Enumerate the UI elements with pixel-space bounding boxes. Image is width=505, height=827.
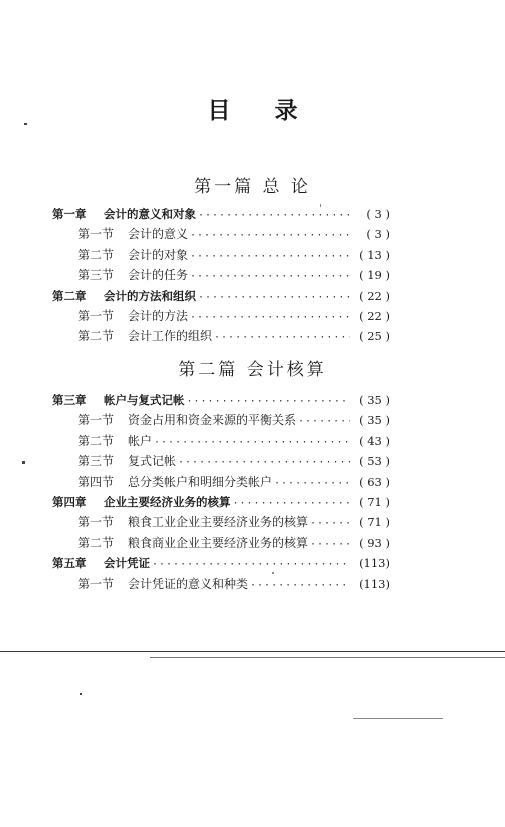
entry-number: 第二章: [52, 288, 87, 303]
entry-number: 第五章: [52, 556, 87, 571]
entry-title: 帐户: [128, 433, 153, 448]
entry-page: ( 93 ): [359, 535, 390, 550]
entry-page: ( 13 ): [359, 247, 390, 262]
entry-title: 会计的方法和组织: [104, 288, 196, 303]
entry-title: 粮食工业企业主要经济业务的核算: [128, 515, 309, 530]
scan-rule-line: [353, 718, 443, 719]
dot-leader: [310, 535, 350, 555]
entry-page: ( 35 ): [359, 393, 390, 407]
entry-number: 第四章: [52, 494, 87, 509]
dot-leader: [190, 308, 350, 328]
entry-number: 第二节: [78, 433, 115, 448]
entry-number: 第一节: [78, 227, 115, 242]
entry-page: ( 63 ): [359, 474, 390, 489]
entry-number: 第一节: [78, 413, 115, 428]
entry-number: 第一节: [78, 576, 115, 591]
entry-title: 复式记帐: [128, 454, 177, 469]
toc-entry-section[interactable]: [52, 512, 390, 532]
entry-number: 第一章: [52, 207, 87, 221]
entry-title: 会计的意义: [128, 227, 189, 242]
toc-entry-chapter-2[interactable]: [52, 286, 390, 306]
entry-number: 第三节: [78, 454, 115, 469]
entry-title: 会计的意义和对象: [104, 207, 196, 221]
entry-page: ( 25 ): [359, 329, 390, 344]
dot-leader: [154, 433, 350, 453]
entry-page: ( 3 ): [366, 207, 390, 221]
toc-entry-chapter-3[interactable]: [52, 390, 390, 410]
page-title: 目 录: [207, 97, 316, 124]
toc-entry-section[interactable]: [52, 245, 390, 265]
entry-page: ( 43 ): [359, 433, 390, 448]
dot-leader: [190, 226, 350, 246]
entry-page: ( 22 ): [359, 288, 390, 303]
toc-entry-section[interactable]: [52, 574, 390, 594]
entry-page: ( 3 ): [366, 227, 390, 242]
dot-leader: [310, 514, 350, 534]
entry-page: ( 71 ): [359, 515, 390, 530]
part-heading-1: 第一篇 总 论: [194, 177, 311, 197]
scan-rule-line: [0, 651, 505, 652]
scan-speck: [320, 204, 321, 207]
dot-leader: [190, 267, 350, 287]
entry-number: 第三章: [52, 393, 87, 407]
dot-leader: [190, 247, 350, 267]
scan-speck: [22, 461, 25, 464]
entry-number: 第二节: [78, 535, 115, 550]
entry-title: 会计的对象: [128, 247, 189, 262]
scan-speck: [272, 572, 274, 574]
entry-number: 第二节: [78, 247, 115, 262]
dot-leader: [152, 555, 350, 575]
toc-entry-section[interactable]: [52, 410, 390, 430]
scan-speck: [80, 693, 82, 695]
toc-entry-section[interactable]: [52, 451, 390, 471]
entry-number: 第二节: [78, 329, 115, 344]
toc-part-1: [52, 204, 390, 347]
dot-leader: [233, 494, 351, 514]
scan-speck: [24, 123, 27, 125]
dot-leader: [178, 453, 350, 473]
toc-entry-section[interactable]: [52, 224, 390, 244]
entry-page: ( 71 ): [359, 494, 390, 509]
part-heading-2: 第二篇 会计核算: [178, 360, 327, 380]
dot-leader: [214, 328, 350, 348]
toc-entry-chapter-1[interactable]: [52, 204, 390, 224]
dot-leader: [274, 474, 350, 494]
dot-leader: [298, 412, 350, 432]
entry-number: 第三节: [78, 268, 115, 283]
entry-title: 会计凭证的意义和种类: [128, 576, 249, 591]
entry-page: ( 35 ): [359, 413, 390, 428]
toc-part-2: [52, 390, 390, 594]
toc-entry-section[interactable]: [52, 306, 390, 326]
entry-title: 企业主要经济业务的核算: [104, 494, 231, 509]
entry-page: ( 19 ): [359, 268, 390, 283]
entry-title: 会计凭证: [104, 556, 150, 571]
entry-number: 第一节: [78, 515, 115, 530]
toc-entry-section[interactable]: [52, 326, 390, 346]
entry-number: 第一节: [78, 308, 115, 323]
toc-entry-section[interactable]: [52, 265, 390, 285]
entry-title: 会计的方法: [128, 308, 189, 323]
entry-page: ( 53 ): [359, 454, 390, 469]
dot-leader: [250, 576, 350, 596]
scan-rule-line: [150, 657, 505, 658]
entry-title: 粮食商业企业主要经济业务的核算: [128, 535, 309, 550]
toc-entry-chapter-5[interactable]: [52, 553, 390, 573]
entry-number: 第四节: [78, 474, 115, 489]
entry-page: (113): [359, 576, 390, 591]
entry-page: ( 22 ): [359, 308, 390, 323]
dot-leader: [198, 206, 350, 226]
toc-entry-section[interactable]: [52, 431, 390, 451]
entry-title: 帐户与复式记帐: [104, 393, 185, 407]
dot-leader: [198, 288, 350, 308]
entry-title: 会计工作的组织: [128, 329, 213, 344]
entry-title: 总分类帐户和明细分类帐户: [128, 474, 273, 489]
toc-entry-section[interactable]: [52, 472, 390, 492]
entry-title: 会计的任务: [128, 268, 189, 283]
toc-entry-section[interactable]: [52, 533, 390, 553]
toc-entry-chapter-4[interactable]: [52, 492, 390, 512]
entry-page: (113): [359, 556, 390, 571]
dot-leader: [187, 392, 351, 412]
entry-title: 资金占用和资金来源的平衡关系: [128, 413, 297, 428]
